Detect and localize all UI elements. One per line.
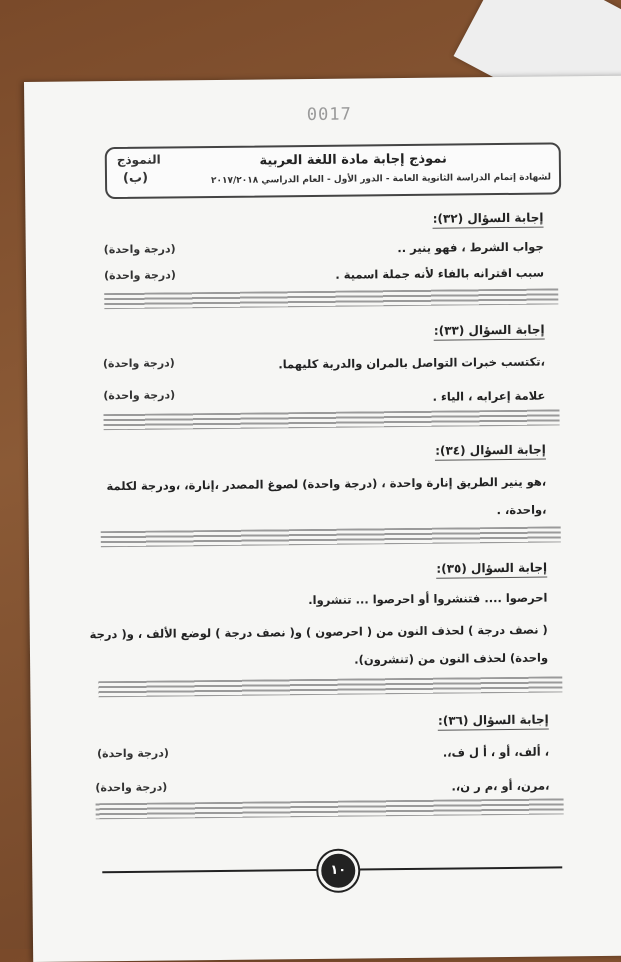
question-35-line-2: ( نصف درجة ) لحذف النون من ( احرصون ) و( نصف درجة ) لوضع الألف ، و( درجة <box>89 622 548 642</box>
question-32-grade-1: (درجة واحدة) <box>103 242 176 257</box>
question-34-line-1: ،هو ينير الطريق إنارة واحدة ، (درجة واحدة) لصوغ المصدر ،إنارة، ،ودرجة لكلمة <box>106 474 547 494</box>
question-33-line-2: علامة إعرابه ، الياء . <box>432 388 546 404</box>
question-36-title: إجابة السؤال (٣٦): <box>437 712 549 728</box>
question-34-line-2: ،واحدة، . <box>496 502 547 518</box>
serial-number: 0017 <box>306 104 352 126</box>
separator <box>96 798 564 819</box>
question-35-line-1: احرصوا .... فتنشروا أو احرصوا ... تنشروا. <box>308 590 548 608</box>
question-32-line-2: سبب اقترانه بالفاء لأنه جملة اسمية . <box>335 265 545 282</box>
answer-sheet-page <box>24 76 621 962</box>
question-32-grade-2: (درجة واحدة) <box>103 268 176 283</box>
question-36-grade-1: (درجة واحدة) <box>96 746 169 761</box>
question-35-line-3: واحدة) لحذف النون من (تنشرون). <box>354 650 549 667</box>
header-box <box>105 142 562 199</box>
question-35-title: إجابة السؤال (٣٥): <box>436 560 548 576</box>
model-label: النموذج <box>116 152 161 168</box>
header-subtitle: لشهادة إتمام الدراسة الثانوية العامة - الدور الأول - العام الدراسي ٢٠١٧/٢٠١٨ <box>210 172 552 187</box>
question-33-title: إجابة السؤال (٣٣): <box>433 322 545 338</box>
separator <box>98 676 562 697</box>
page-number: ١٠ <box>318 851 358 891</box>
question-34-title: إجابة السؤال (٣٤): <box>435 442 546 458</box>
question-32-line-1: جواب الشرط ، فهو ينير .. <box>397 239 544 256</box>
question-36-line-1: ، ألف، أو ، أ ل ف،. <box>442 744 550 760</box>
header-title: نموذج إجابة مادة اللغة العربية <box>259 151 447 169</box>
question-32-title: إجابة السؤال (٣٢): <box>432 210 544 226</box>
separator <box>103 409 559 430</box>
question-33-line-1: ،تكتسب خبرات التواصل بالمران والدربة كليهما. <box>278 354 546 372</box>
separator <box>101 526 561 547</box>
model-letter: (ب) <box>122 170 149 186</box>
question-36-line-2: ،مرن، أو ،م ر ن،. <box>451 778 550 794</box>
question-33-grade-2: (درجة واحدة) <box>103 388 176 403</box>
question-33-grade-1: (درجة واحدة) <box>102 356 175 371</box>
question-36-grade-2: (درجة واحدة) <box>95 780 168 795</box>
separator <box>104 288 558 309</box>
